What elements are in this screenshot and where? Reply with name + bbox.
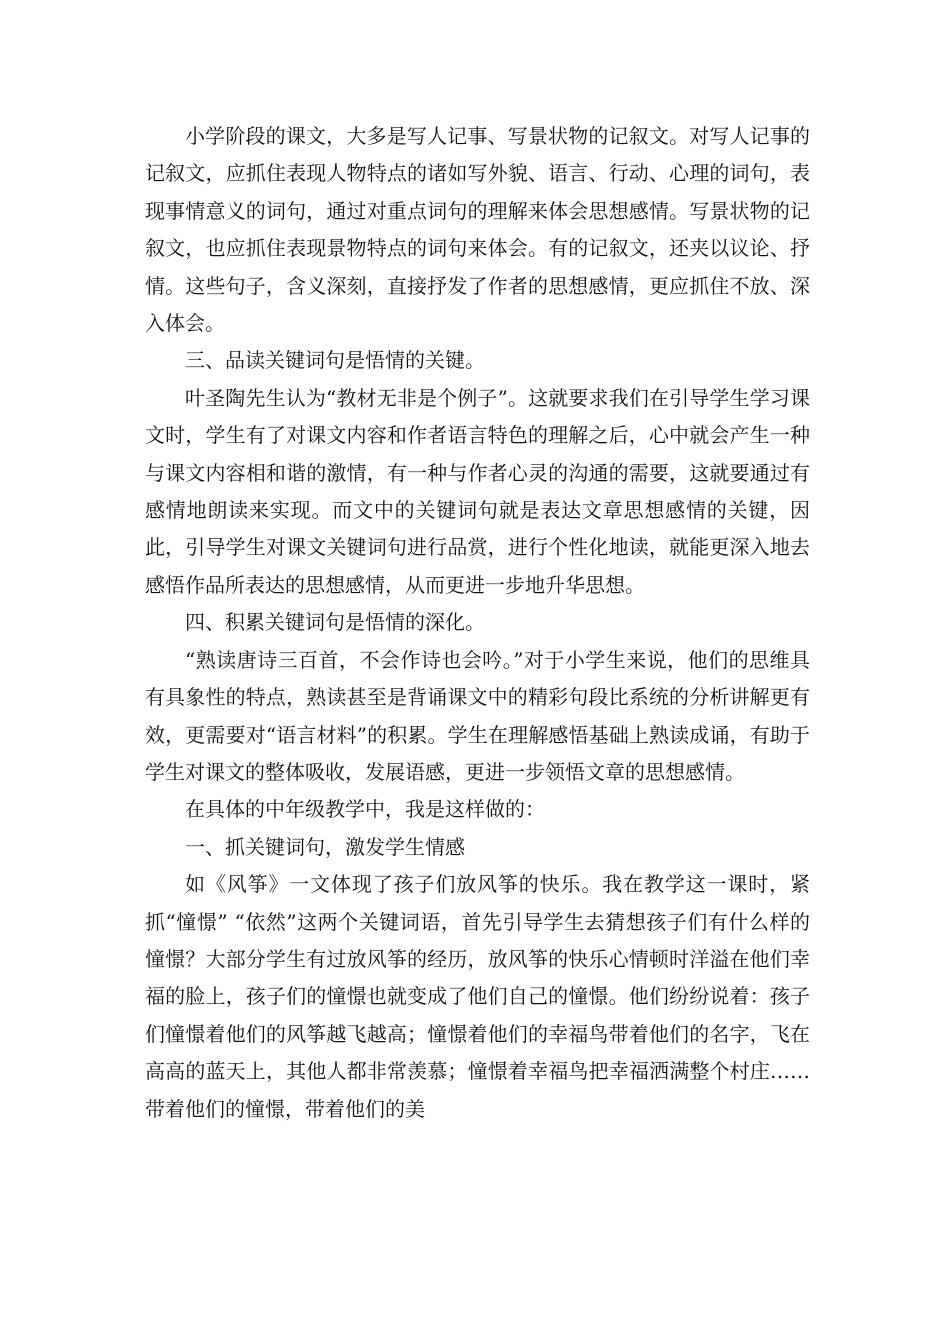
paragraph-kite-example: 如《风筝》一文体现了孩子们放风筝的快乐。我在教学这一课时，紧抓“憧憬” “依然”这两个关键词语，首先引导学生去猜想孩子们有什么样的憧憬？大部分学生有过放风筝的经历，放风筝的快乐心情顿时洋溢在他们幸福的脸上，孩子们的憧憬也就变成了他们自己的憧憬。他们纷纷说着：孩子们憧憬着他们的风筝越飞越高；憧憬着他们的幸福鸟带着他们的名字，飞在高高的蓝天上，其他人都非常羡慕；憧憬着幸福鸟把幸福洒满整个村庄……带着他们的憧憬，带着他们的美 [145,872,810,1121]
paragraph-intro: 小学阶段的课文，大多是写人记事、写景状物的记叙文。对写人记事的记叙文，应抓住表现人物特点的诸如写外貌、语言、行动、心理的词句，表现事情意义的词句，通过对重点词句的理解来体会思想感情。写景状物的记叙文，也应抓住表现景物特点的词句来体会。有的记叙文，还夹以议论、抒情。这些句子，含义深刻，直接抒发了作者的思想感情，更应抓住不放、深入体会。 [145,124,810,336]
document-body [145,118,810,1128]
heading-section-four: 四、积累关键词句是悟情的深化。 [185,610,485,635]
paragraph-practice-intro: 在具体的中年级教学中，我是这样做的： [185,797,545,822]
heading-practice-one: 一、抓关键词句，激发学生情感 [185,834,465,859]
heading-section-three: 三、品读关键词句是悟情的关键。 [185,348,485,373]
paragraph-section-four: “熟读唐诗三百首，不会作诗也会吟。”对于小学生来说，他们的思维具有具象性的特点，熟读甚至是背诵课文中的精彩句段比系统的分析讲解更有效，更需要对“语言材料”的积累。学生在理解感悟基础上熟读成诵，有助于学生对课文的整体吸收，发展语感，更进一步领悟文章的思想感情。 [145,647,810,784]
paragraph-section-three: 叶圣陶先生认为“教材无非是个例子”。这就要求我们在引导学生学习课文时，学生有了对课文内容和作者语言特色的理解之后，心中就会产生一种与课文内容相和谐的激情，有一种与作者心灵的沟通的需要，这就要通过有感情地朗读来实现。而文中的关键词句就是表达文章思想感情的关键，因此，引导学生对课文关键词句进行品赏，进行个性化地读，就能更深入地去感悟作品所表达的思想感情，从而更进一步地升华思想。 [145,385,810,597]
